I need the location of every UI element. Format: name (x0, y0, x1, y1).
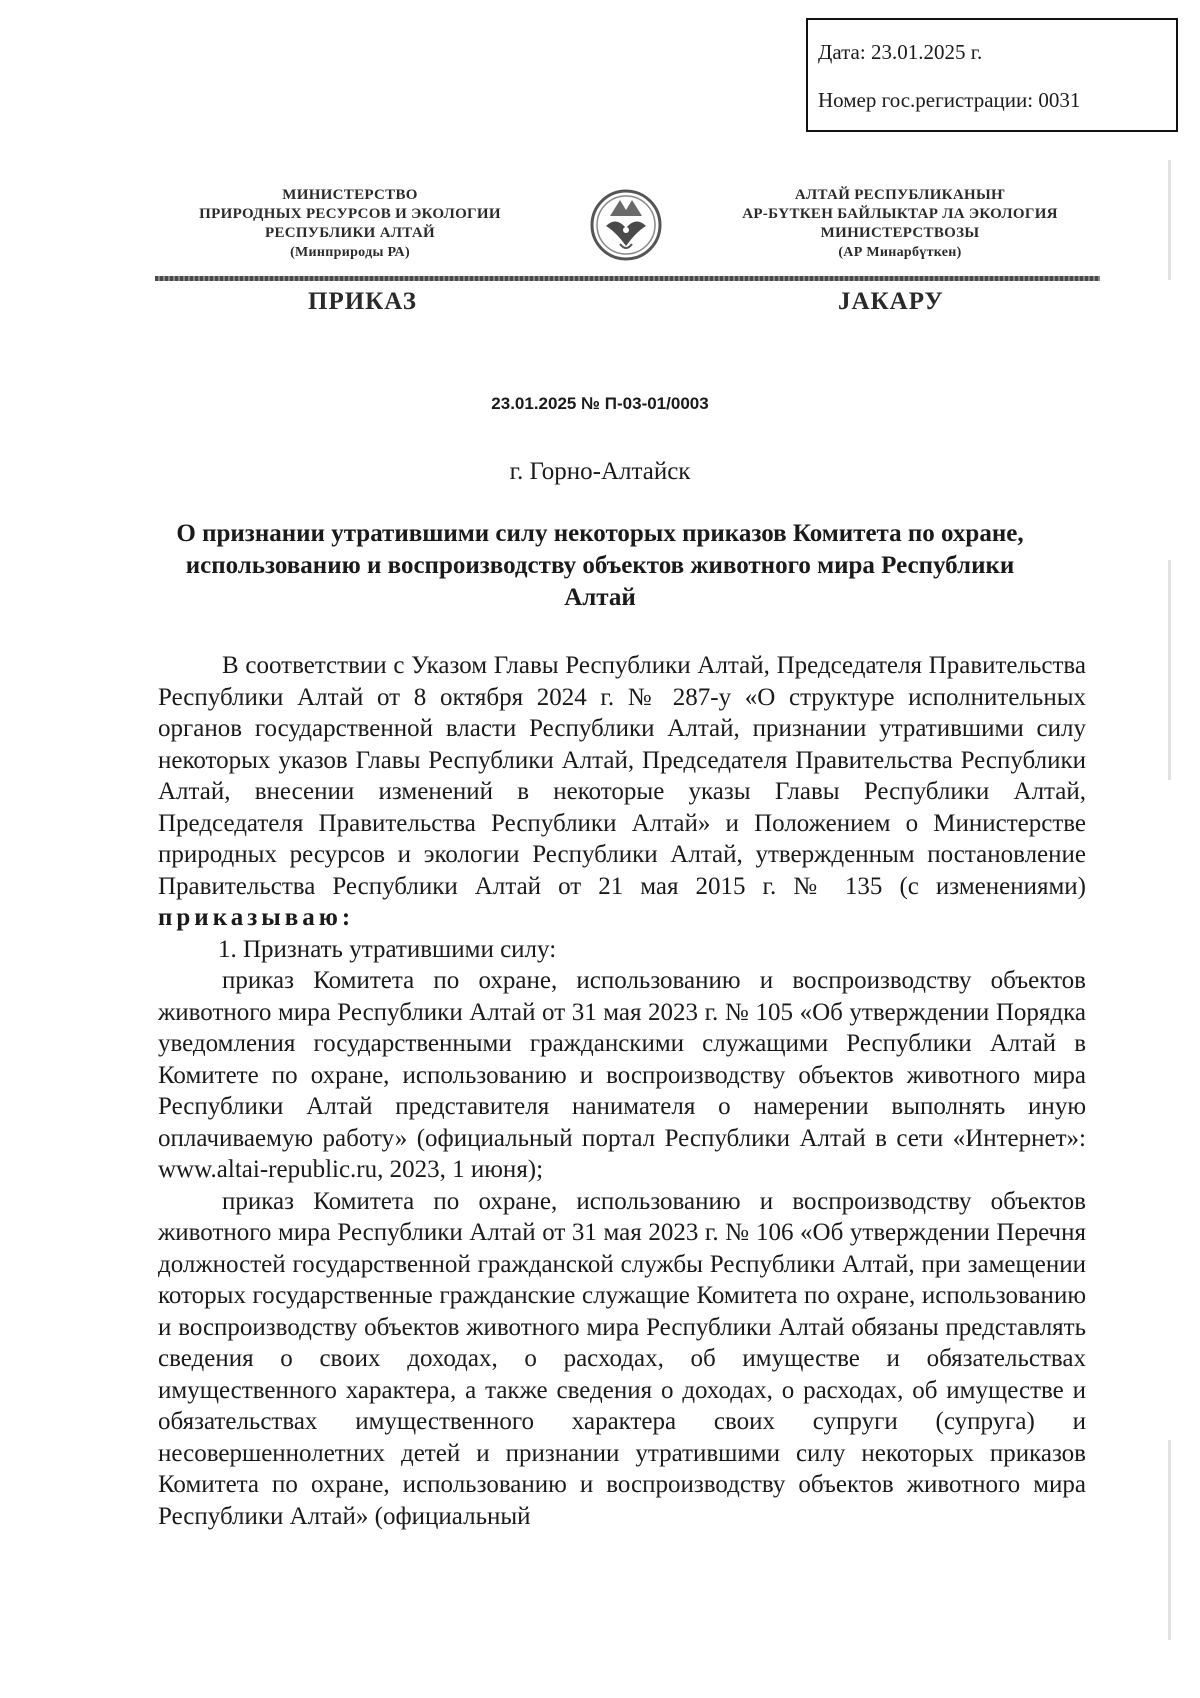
preamble-paragraph (158, 650, 1086, 934)
registration-date (818, 38, 1166, 66)
republic-emblem-icon (590, 186, 662, 264)
revoked-order-106: приказ Комитета по охране, использованию и воспроизводству объектов животного мира Республики Алтай от 31 мая 2023 г. № 106 «Об утверждении Перечня должностей государственной гражданской службы Республики Алтай, при замещении которых государственные гражданские служащие Комитета по охране, использованию и воспроизводству объектов животного мира Республики Алтай обязаны представлять сведения о своих доходах, о расходах, об имуществе и обязательствах имущественного характера, а также сведения о доходах, о расходах, об имуществе и обязательствах имущественного характера своих супруги (супруга) и несовершеннолетних детей и признании утратившими силу некоторых приказов Комитета по охране, использованию и воспроизводству объектов животного мира Республики Алтай» (официальный (158, 1187, 1086, 1530)
letterhead-ru-line1: МИНИСТЕРСТВО (282, 187, 418, 203)
scan-edge-mark (1168, 160, 1171, 280)
item-1: 1. Признать утратившими силу: (218, 935, 557, 963)
order-word-altai: ЈАКАРУ (838, 288, 944, 315)
letterhead-ru-line4: (Минприроды РА) (290, 245, 410, 260)
registration-number-label: Номер гос.регистрации: (818, 88, 1034, 112)
order-word-russian: ПРИКАЗ (308, 288, 417, 315)
letterhead-ru-line3: РЕСПУБЛИКИ АЛТАЙ (265, 225, 435, 241)
order-number: 23.01.2025 № П-03-01/0003 (491, 394, 709, 413)
letterhead-russian (150, 186, 550, 262)
revoked-order-105: приказ Комитета по охране, использованию и воспроизводству объектов животного мира Республики Алтай от 31 мая 2023 г. № 105 «Об утверждении Порядка уведомления государственными гражданскими служащими Республики Алтай в Комитете по охране, использованию и воспроизводству объектов животного мира Республики Алтай представителя нанимателя о намерении выполнять иную оплачиваемую работу» (официальный портал Республики Алтай в сети «Интернет»: www.altai-republic.ru, 2023, 1 июня); (158, 967, 1086, 1183)
registration-stamp (806, 18, 1178, 132)
directive-word: приказываю: (158, 904, 355, 931)
registration-number (818, 86, 1166, 114)
letterhead-alt-line1: АЛТАЙ РЕСПУБЛИКАНЫҤ (794, 187, 1006, 203)
document-title: О признании утратившими силу некоторых приказов Комитета по охране, использованию и воспроизводству объектов животного мира Республики Алтай (176, 520, 1024, 611)
letterhead-divider (155, 276, 1100, 281)
letterhead (150, 186, 1100, 270)
scan-edge-mark (1168, 1440, 1171, 1640)
letterhead-alt-line4: (АР Минарбүткен) (838, 245, 962, 260)
scan-edge-mark (1168, 560, 1171, 780)
letterhead-ru-line2: ПРИРОДНЫХ РЕСУРСОВ И ЭКОЛОГИИ (199, 206, 501, 222)
city: г. Горно-Алтайск (509, 458, 691, 485)
registration-number-value: 0031 (1038, 88, 1081, 112)
registration-date-value: 23.01.2025 г. (870, 40, 983, 64)
preamble-text: В соответствии с Указом Главы Республики Алтай, Председателя Правительства Республики Алтай от 8 октября 2024 г. № 287-у «О структуре исполнительных органов государственной власти Республики Алтай, признании утратившими силу некоторых указов Главы Республики Алтай, Председателя Правительства Республики Алтай, внесении изменений в некоторые указы Главы Республики Алтай, Председателя Правительства Республики Алтай» и Положением о Министерстве природных ресурсов и экологии Республики Алтай, утвержденным постановление Правительства Республики Алтай от 21 мая 2015 г. № 135 (с изменениями) (158, 652, 1086, 900)
registration-date-label: Дата: (818, 40, 866, 64)
document-body (158, 650, 1086, 1532)
letterhead-altai (700, 186, 1100, 262)
letterhead-alt-line3: МИНИСТЕРСТВОЗЫ (820, 225, 980, 241)
letterhead-alt-line2: АР-БҮТКЕН БАЙЛЫКТАР ЛА ЭКОЛОГИЯ (742, 206, 1058, 222)
